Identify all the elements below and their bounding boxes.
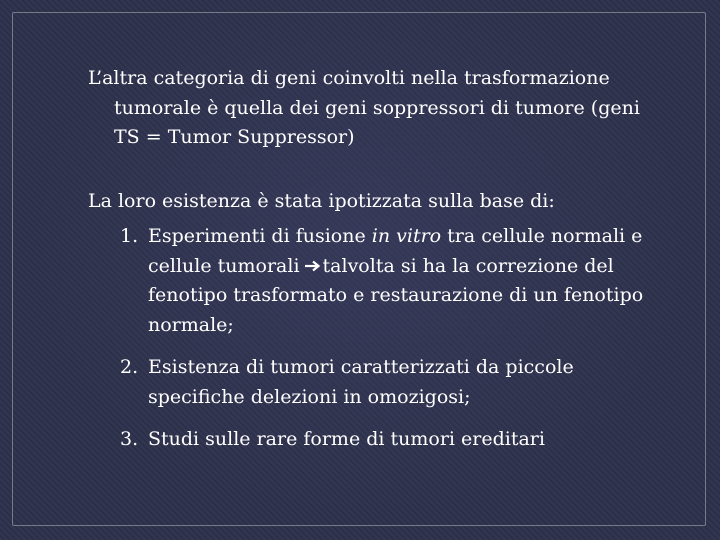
list-item-text: Esistenza di tumori caratterizzati da piccole specifiche delezioni in omozigosi; — [148, 356, 574, 408]
list-item-fusion-experiments — [88, 222, 648, 340]
evidence-list — [88, 222, 648, 455]
arrow-right-icon — [304, 259, 321, 273]
intro-paragraph: L’altra categoria di geni coinvolti nella trasformazione tumorale è quella dei geni soppressori di tumore (geni TS = Tumor Suppressor) — [88, 67, 640, 148]
italic-term: in vitro — [371, 225, 442, 247]
slide-content — [88, 64, 648, 468]
list-item-text: Esperimenti di fusione in vitro tra cellule normali e cellule tumorali talvolta si ha la correzione del fenotipo trasformato e restaurazione di un fenotipo normale; — [148, 225, 644, 336]
list-number: 1. — [120, 225, 139, 247]
list-number: 2. — [120, 356, 139, 378]
list-number: 3. — [120, 428, 139, 450]
basis-paragraph: La loro esistenza è stata ipotizzata sulla base di: — [88, 189, 555, 212]
list-item-hereditary-tumors — [88, 425, 648, 455]
list-item-text: Studi sulle rare forme di tumori ereditari — [148, 428, 545, 450]
list-item-homozygous-deletions — [88, 353, 648, 412]
